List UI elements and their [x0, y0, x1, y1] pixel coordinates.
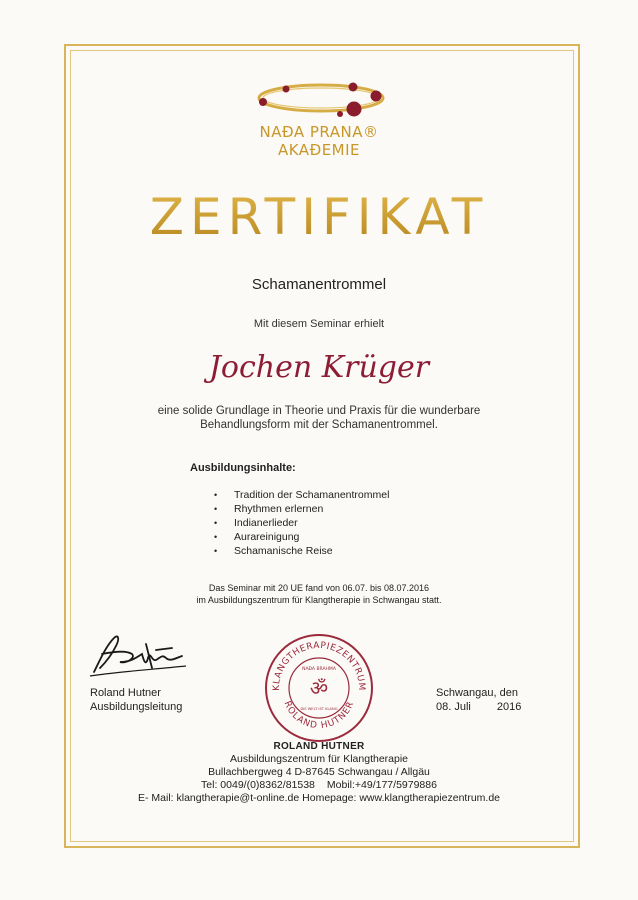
- contents-heading: Ausbildungsinhalte:: [190, 462, 296, 474]
- stamp-inner-bottom: DIE WELT IST KLANG: [300, 707, 338, 711]
- intro-text: Mit diesem Seminar erhielt: [253, 318, 385, 330]
- signatory-role: Ausbildungsleitung: [90, 701, 183, 713]
- signatory-block: [90, 686, 182, 714]
- place-city: Schwangau, den: [436, 687, 518, 699]
- seminar-line: Das Seminar mit 20 UE fand von 06.07. bis 08.07.2016: [208, 583, 430, 593]
- description-line: Behandlungsform mit der Schamanentrommel.: [200, 419, 438, 431]
- contents-list: [214, 488, 389, 558]
- list-item: • Rhythmen erlernen: [214, 502, 389, 516]
- footer-tel: Tel: 0049/(0)8362/81538: [201, 779, 315, 791]
- place-date-line: [436, 700, 521, 714]
- footer-mobile: Mobil:+49/177/5979886: [326, 779, 437, 791]
- signature-image: [86, 632, 196, 678]
- logo-dot: [349, 83, 358, 92]
- logo-dot: [283, 86, 290, 93]
- description: [0, 404, 638, 432]
- signature-underline: [90, 666, 186, 676]
- seminar-info: [0, 582, 638, 606]
- signature-stroke: [94, 636, 182, 672]
- footer-line: Ausbildungszentrum für Klangtherapie: [229, 753, 409, 765]
- place-date-block: [436, 686, 521, 714]
- footer-address-line: Bullachbergweg 4 D-87645 Schwangau / Allgäu: [208, 766, 430, 778]
- list-item: • Schamanische Reise: [214, 544, 389, 558]
- recipient-name: Jochen Krüger: [208, 350, 430, 385]
- description-line: eine solide Grundlage in Theorie und Praxis für die wunderbare: [157, 405, 481, 417]
- stamp-top-text: KLANGTHERAPIEZENTRUM: [271, 640, 367, 692]
- klangtherapiezentrum-stamp: [263, 632, 375, 744]
- logo-text-line2: AKAĐEMIE: [277, 141, 361, 159]
- logo-dot: [337, 111, 343, 117]
- logo-text-line1: NAĐA PRANA®: [259, 123, 379, 141]
- list-item: • Tradition der Schamanentrommel: [214, 488, 389, 502]
- logo-dot: [259, 98, 267, 106]
- footer-phone-line: [0, 779, 638, 792]
- stamp-inner-top: NAĐA BRAHMA: [302, 667, 336, 672]
- seminar-line: im Ausbildungszentrum für Klangtherapie in Schwangau statt.: [196, 595, 442, 605]
- logo-orbit-inner: [263, 88, 379, 108]
- list-item: • Aurareinigung: [214, 530, 389, 544]
- place-year: 2016: [496, 701, 522, 713]
- om-icon: ॐ: [309, 676, 329, 700]
- stamp-bottom-text: ROLAND HUTNER: [281, 699, 357, 732]
- footer-email-web: E- Mail: klangtherapie@t-online.de Homepage: www.klangtherapiezentrum.de: [137, 792, 501, 804]
- course-name: Schamanentrommel: [251, 276, 387, 293]
- logo-dot: [347, 102, 362, 117]
- certificate-title: ZERTIFIKAT: [0, 188, 638, 246]
- list-item: • Indianerlieder: [214, 516, 389, 530]
- signatory-name: Roland Hutner: [90, 687, 161, 699]
- footer-address: [0, 740, 638, 805]
- logo-orbit: [259, 85, 383, 111]
- place-date: 08. Juli: [436, 701, 471, 713]
- footer-org: ROLAND HUTNER: [273, 741, 365, 752]
- logo-dot: [371, 91, 382, 102]
